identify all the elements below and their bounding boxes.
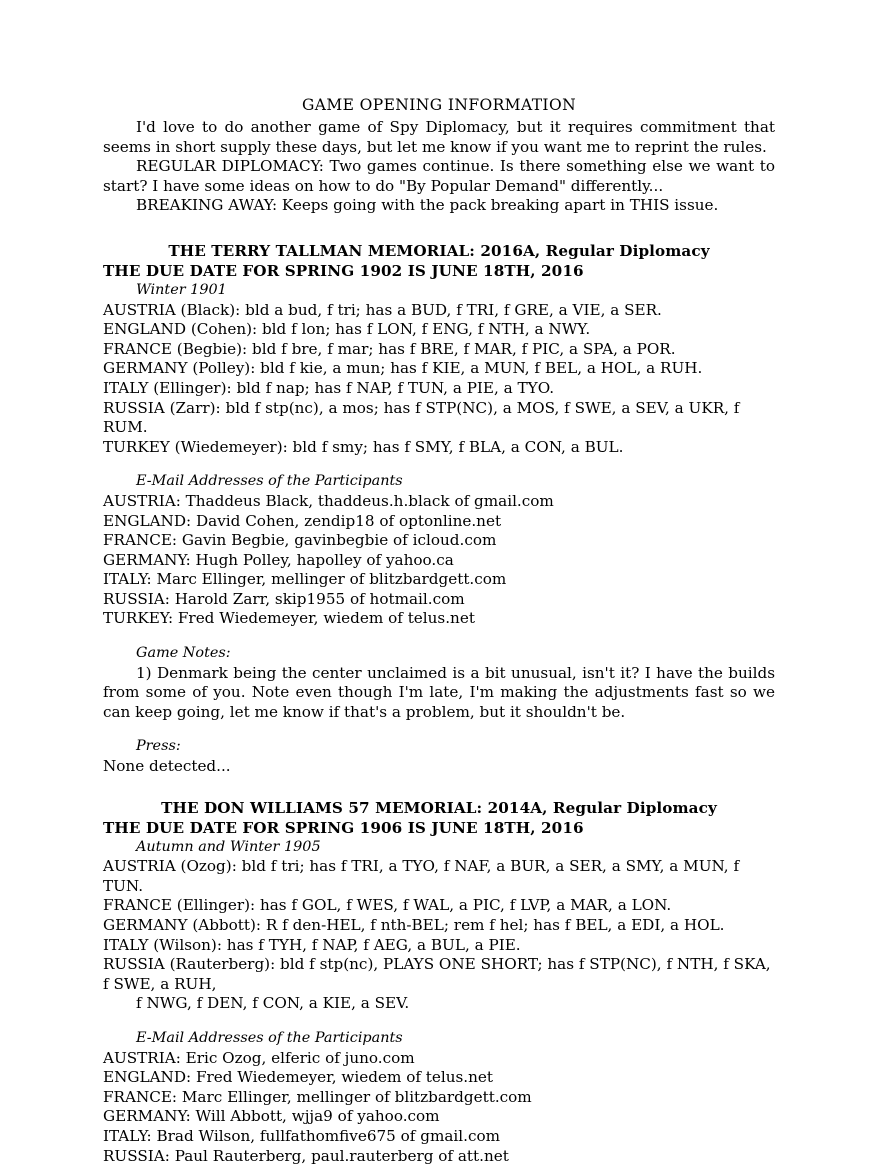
order-line-russia-main: RUSSIA (Rauterberg): bld f stp(nc), PLAYS ONE SHORT; has f STP(NC), f NTH, f SKA, f SWE, a RUH, bbox=[103, 955, 771, 993]
email-line-germany: GERMANY: Will Abbott, wjja9 of yahoo.com bbox=[103, 1107, 440, 1126]
intro-paragraph-1: I'd love to do another game of Spy Diplomacy, but it requires commitment that seems in short supply these days, but let me know if you want me to reprint the rules. bbox=[103, 118, 775, 156]
game-season: Winter 1901 bbox=[136, 281, 227, 298]
orders-list bbox=[103, 301, 775, 458]
email-line-russia: RUSSIA: Harold Zarr, skip1955 of hotmail.com bbox=[103, 589, 465, 608]
order-line-germany: GERMANY (Abbott): R f den-HEL, f nth-BEL; rem f hel; has f BEL, a EDI, a HOL. bbox=[103, 916, 725, 934]
email-line-england: ENGLAND: David Cohen, zendip18 of optonline.net bbox=[103, 511, 502, 530]
game-section-don-williams-57-memorial bbox=[103, 798, 775, 1166]
order-line-italy: ITALY (Wilson): has f TYH, f NAP, f AEG, a BUL, a PIE. bbox=[103, 935, 521, 954]
order-line-france: FRANCE (Begbie): bld f bre, f mar; has f BRE, f MAR, f PIC, a SPA, a POR. bbox=[103, 339, 676, 358]
orders-list bbox=[103, 857, 775, 1014]
spacer bbox=[103, 1014, 775, 1029]
email-line-turkey: TURKEY: Fred Wiedemeyer, wiedem of telus.net bbox=[103, 609, 475, 628]
order-line-italy: ITALY (Ellinger): bld f nap; has f NAP, f TUN, a PIE, a TYO. bbox=[103, 378, 555, 397]
press-heading: Press: bbox=[136, 738, 181, 755]
order-line-austria: AUSTRIA (Ozog): bld f tri; has f TRI, a TYO, f NAF, a BUR, a SER, a SMY, a MUN, f TUN. bbox=[103, 857, 740, 895]
spacer bbox=[103, 722, 775, 737]
email-line-italy: ITALY: Brad Wilson, fullfathomfive675 of gmail.com bbox=[103, 1126, 501, 1145]
order-line-russia bbox=[103, 955, 775, 1014]
email-line-austria: AUSTRIA: Eric Ozog, elferic of juno.com bbox=[103, 1048, 415, 1067]
press-body: None detected... bbox=[103, 757, 231, 776]
game-notes-body: 1) Denmark being the center unclaimed is a bit unusual, isn't it? I have the builds from some of you. Note even though I'm late, I'm making the adjustments fast so we can keep going, let me know if that's a problem, but it shouldn't be. bbox=[103, 663, 775, 721]
intro-paragraph-3: BREAKING AWAY: Keeps going with the pack breaking apart in THIS issue. bbox=[136, 196, 719, 215]
email-section-heading: E-Mail Addresses of the Participants bbox=[136, 1029, 403, 1046]
order-line-germany: GERMANY (Polley): bld f kie, a mun; has f KIE, a MUN, f BEL, a HOL, a RUH. bbox=[103, 359, 703, 378]
email-line-italy: ITALY: Marc Ellinger, mellinger of blitzbardgett.com bbox=[103, 570, 507, 589]
email-line-russia: RUSSIA: Paul Rauterberg, paul.rauterberg of att.net bbox=[103, 1146, 509, 1165]
spacer bbox=[103, 777, 775, 798]
game-due-date: THE DUE DATE FOR SPRING 1906 IS JUNE 18TH, 2016 bbox=[103, 818, 584, 837]
game-due-date: THE DUE DATE FOR SPRING 1902 IS JUNE 18TH, 2016 bbox=[103, 261, 584, 280]
order-line-turkey: TURKEY (Wiedemeyer): bld f smy; has f SMY, f BLA, a CON, a BUL. bbox=[103, 437, 624, 456]
order-line-russia: RUSSIA (Zarr): bld f stp(nc), a mos; has f STP(NC), a MOS, f SWE, a SEV, a UKR, f RUM. bbox=[103, 398, 740, 437]
game-section-terry-tallman-memorial bbox=[103, 241, 775, 777]
text-column bbox=[103, 96, 775, 1166]
game-season: Autumn and Winter 1905 bbox=[136, 838, 321, 855]
order-line-france: FRANCE (Ellinger): has f GOL, f WES, f WAL, a PIC, f LVP, a MAR, a LON. bbox=[103, 896, 672, 915]
email-line-austria: AUSTRIA: Thaddeus Black, thaddeus.h.black of gmail.com bbox=[103, 491, 554, 510]
game-notes-heading: Game Notes: bbox=[136, 645, 231, 662]
intro-paragraph-2: REGULAR DIPLOMACY: Two games continue. Is there something else we want to start? I have some ideas on how to do "By Popular Demand" differently... bbox=[103, 157, 775, 195]
spacer bbox=[103, 216, 775, 241]
game-title: THE TERRY TALLMAN MEMORIAL: 2016A, Regular Diplomacy bbox=[168, 241, 710, 260]
order-line-england: ENGLAND (Cohen): bld f lon; has f LON, f ENG, f NTH, a NWY. bbox=[103, 320, 591, 339]
email-line-england: ENGLAND: Fred Wiedemeyer, wiedem of telus.net bbox=[103, 1068, 494, 1087]
order-line-russia-continuation: f NWG, f DEN, f CON, a KIE, a SEV. bbox=[136, 994, 410, 1013]
email-list bbox=[103, 492, 775, 629]
spacer bbox=[103, 457, 775, 472]
email-line-france: FRANCE: Gavin Begbie, gavinbegbie of icloud.com bbox=[103, 531, 497, 550]
email-line-france: FRANCE: Marc Ellinger, mellinger of blitzbardgett.com bbox=[103, 1087, 532, 1106]
email-section-heading: E-Mail Addresses of the Participants bbox=[136, 473, 403, 490]
page-title: GAME OPENING INFORMATION bbox=[301, 96, 577, 114]
order-line-austria: AUSTRIA (Black): bld a bud, f tri; has a BUD, f TRI, f GRE, a VIE, a SER. bbox=[103, 300, 662, 319]
email-list bbox=[103, 1049, 775, 1166]
game-title: THE DON WILLIAMS 57 MEMORIAL: 2014A, Regular Diplomacy bbox=[161, 798, 717, 817]
email-line-germany: GERMANY: Hugh Polley, hapolley of yahoo.ca bbox=[103, 550, 454, 569]
spacer bbox=[103, 629, 775, 644]
